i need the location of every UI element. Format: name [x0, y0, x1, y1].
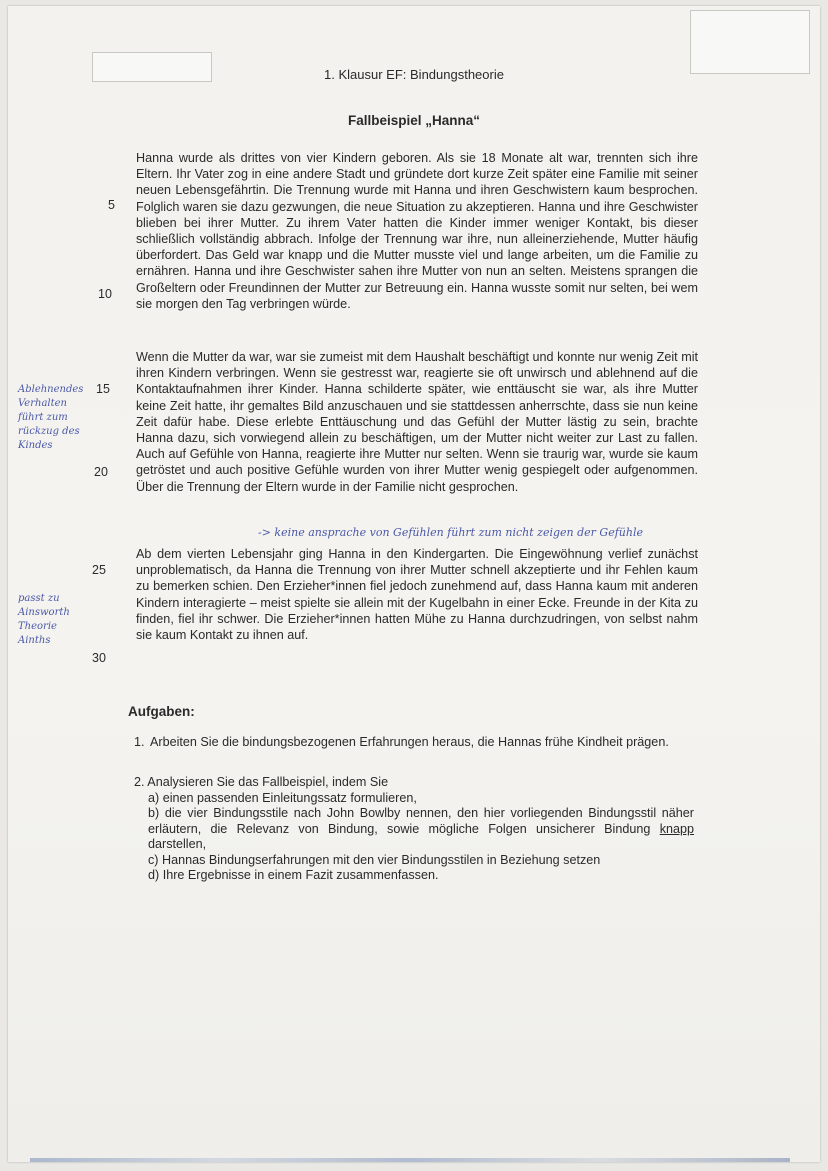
task-2d: d) Ihre Ergebnisse in einem Fazit zusammenfassen.: [148, 868, 439, 882]
line-number-5: 5: [108, 198, 115, 212]
handwritten-inline-note: -> keine ansprache von Gefühlen führt zum nicht zeigen der Gefühle: [258, 526, 643, 539]
task-2b-underlined: knapp: [659, 821, 695, 836]
exam-title: 1. Klausur EF: Bindungstheorie: [324, 67, 504, 82]
task-2c: c) Hannas Bindungserfahrungen mit den vier Bindungsstilen in Beziehung setzen: [148, 852, 601, 867]
task-2-intro: 2. Analysieren Sie das Fallbeispiel, indem Sie: [134, 775, 389, 789]
line-number-30: 30: [92, 651, 106, 665]
task-2b: [148, 806, 694, 853]
paragraph-text: Ab dem vierten Lebensjahr ging Hanna in den Kindergarten. Die Eingewöhnung verlief zunächst unproblematisch, da Hanna die Trennung von ihrer Mutter schnell akzeptierte und ihr Fehlen kaum zu bemerken schien. Den Erzieher*innen fiel jedoch zunehmend auf, dass Hanna kaum mit anderen Kindern interagierte – meist spielte sie allein mit der Kugelbahn in einer Ecke. Freunde in der Kita zu finden, fiel ihr schwer. Die Erzieher*innen hatten Mühe zu Hanna durchzudringen, von selbst nahm sie kaum Kontakt zu ihnen auf.: [136, 547, 698, 643]
case-paragraph-1: [136, 150, 698, 312]
tasks-heading: Aufgaben:: [128, 704, 195, 719]
line-number-10: 10: [98, 287, 112, 301]
handwritten-margin-note: Ablehnendes Verhalten führt zum rückzug des Kindes: [18, 384, 84, 451]
task-2b-end: darstellen,: [148, 837, 207, 851]
scan-edge: [30, 1158, 790, 1162]
line-number-25: 25: [92, 563, 106, 577]
case-title: Fallbeispiel „Hanna“: [347, 113, 481, 128]
line-number-20: 20: [94, 465, 108, 479]
task-2b-text: b) die vier Bindungsstile nach John Bowlby nennen, den hier vorliegenden Bindungsstil näher erläutern, die Relevanz von Bindung, sowie mögliche Folgen unsicherer Bindung: [148, 806, 694, 836]
case-paragraph-2: [136, 349, 698, 495]
paragraph-text: Wenn die Mutter da war, war sie zumeist mit dem Haushalt beschäftigt und konnte nur wenig Zeit mit ihren Kindern verbringen. Wenn sie gestresst war, reagierte sie oft unwirsch und ablehnend auf die Kontaktaufnahmen ihrer Kinder. Hanna schilderte später, wie enttäuscht sie war, als ihre Mutter keine Zeit hatte, ihr gemaltes Bild anzuschauen und sie stattdessen anherrschte, dass sie nun keine Zeit dafür habe. Diese erlebte Enttäuschung und das Gefühl der Mutter lästig zu sein, brachte Hanna dazu, sich vorwiegend allein zu beschäftigen, um der Mutter nicht weiter zur Last zu fallen. Auch auf Gefühle von Hanna, reagierte ihre Mutter nur selten. Wenn sie traurig war, wurde sie kaum getröstet und auch positive Gefühle wurden von ihrer Mutter wenig gespiegelt oder aufgenommen. Über die Trennung der Eltern wurde in der Familie nicht gesprochen.: [136, 350, 698, 494]
sticky-tab-right: [690, 10, 810, 74]
task-number: 1.: [134, 735, 145, 749]
task-text: Arbeiten Sie die bindungsbezogenen Erfahrungen heraus, die Hannas frühe Kindheit prägen.: [150, 735, 669, 749]
task-2: [134, 775, 694, 884]
handwritten-margin-note-2: passt zu Ainsworth Theorie Ainths: [18, 593, 70, 646]
line-number-15: 15: [96, 382, 110, 396]
case-paragraph-3: [136, 546, 698, 643]
task-1: [134, 734, 694, 750]
task-2a: a) einen passenden Einleitungssatz formulieren,: [148, 790, 417, 805]
paragraph-text: Hanna wurde als drittes von vier Kindern geboren. Als sie 18 Monate alt war, trennten sich ihre Eltern. Ihr Vater zog in eine andere Stadt und gründete dort kurze Zeit später eine Familie mit seiner neuen Lebensgefährtin. Die Trennung wurde mit Hanna und ihren Geschwistern kaum besprochen. Folglich waren sie dazu gezwungen, die neue Situation zu akzeptieren. Hanna und ihre Geschwister blieben bei ihrer Mutter. Zu ihrem Vater hatten die Kinder immer weniger Kontakt, bis dieser schließlich vollständig abbrach. Infolge der Trennung war ihre, nun alleinerziehende, Mutter häufig überfordert. Das Geld war knapp und die Mutter musste viel und lange arbeiten, um die Familie zu ernähren. Hanna und ihre Geschwister sahen ihre Mutter von nun an selten. Meistens sprangen die Großeltern oder Freundinnen der Mutter zur Betreuung ein. Hanna wusste somit nur selten, bei wem sie morgen den Tag verbringen würde.: [136, 151, 698, 311]
